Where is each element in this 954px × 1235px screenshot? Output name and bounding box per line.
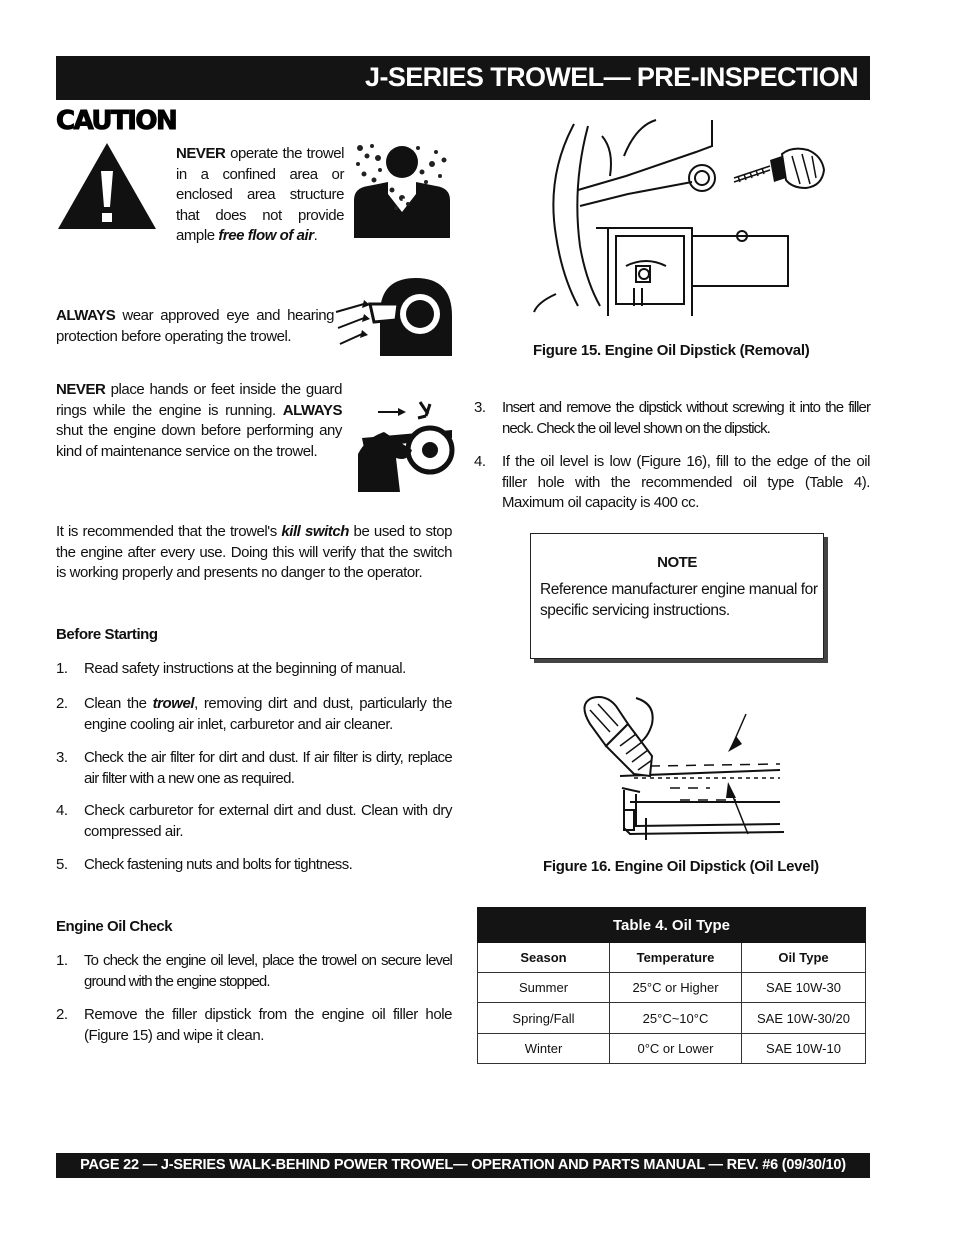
- table-cell: Summer: [478, 973, 610, 1003]
- table-cell: 25°C~10°C: [610, 1003, 742, 1034]
- table-cell: Spring/Fall: [478, 1003, 610, 1034]
- table-title: Table 4. Oil Type: [478, 908, 866, 943]
- table-cell: SAE 10W-30/20: [742, 1003, 866, 1034]
- kill-switch-paragraph: It is recommended that the trowel's kill switch be used to stop the engine after every use. Doing this will verify that the switch is working properly and presents no danger to the operator.: [56, 523, 453, 581]
- oil-type-table: [477, 907, 866, 1064]
- warning-triangle-icon: [56, 141, 158, 231]
- footer-bar: [56, 1153, 870, 1178]
- fumes-hazard-icon: [352, 138, 452, 240]
- table-cell: SAE 10W-10: [742, 1034, 866, 1064]
- note-text: Reference manufacturer engine manual for specific servicing instructions.: [540, 581, 818, 619]
- table-cell: 25°C or Higher: [610, 973, 742, 1003]
- caution-label: CAUTION: [56, 106, 177, 136]
- warning-air-text: NEVER operate the trowel in a confined area or enclosed area structure that does not provide ample free flow of air.: [176, 145, 344, 244]
- warning-eye-text: ALWAYS wear approved eye and hearing protection before operating the trowel.: [56, 307, 334, 345]
- table-row: [478, 973, 866, 1003]
- table-header-season: Season: [478, 943, 610, 973]
- table-header-oil-type: Oil Type: [742, 943, 866, 973]
- page-title: J-SERIES TROWEL— PRE-INSPECTION: [365, 62, 858, 92]
- engine-oil-check-heading: Engine Oil Check: [56, 918, 173, 935]
- before-starting-heading: Before Starting: [56, 626, 158, 643]
- hand-injury-hazard-icon: [356, 398, 456, 492]
- eye-hearing-protection-icon: [334, 274, 454, 358]
- table-cell: 0°C or Lower: [610, 1034, 742, 1064]
- warning-hands-text: NEVER place hands or feet inside the guard rings while the engine is running. ALWAYS shut the engine down before performing any kind of maintenance service on the trowel.: [56, 381, 342, 460]
- figure-16-caption: Figure 16. Engine Oil Dipstick (Oil Level): [543, 858, 819, 875]
- note-box: [530, 533, 824, 659]
- table-cell: SAE 10W-30: [742, 973, 866, 1003]
- oil-level-illustration: [560, 694, 784, 840]
- figure-15-caption: Figure 15. Engine Oil Dipstick (Removal): [533, 342, 810, 359]
- header-bar: [56, 56, 870, 100]
- table-row: [478, 1003, 866, 1034]
- note-title: NOTE: [657, 554, 697, 571]
- table-cell: Winter: [478, 1034, 610, 1064]
- engine-dipstick-removal-illustration: [516, 116, 828, 316]
- table-row: [478, 1034, 866, 1064]
- footer-text: PAGE 22 — J-SERIES WALK-BEHIND POWER TROWEL— OPERATION AND PARTS MANUAL — REV. #6 (09/30/10): [80, 1157, 846, 1173]
- table-header-temperature: Temperature: [610, 943, 742, 973]
